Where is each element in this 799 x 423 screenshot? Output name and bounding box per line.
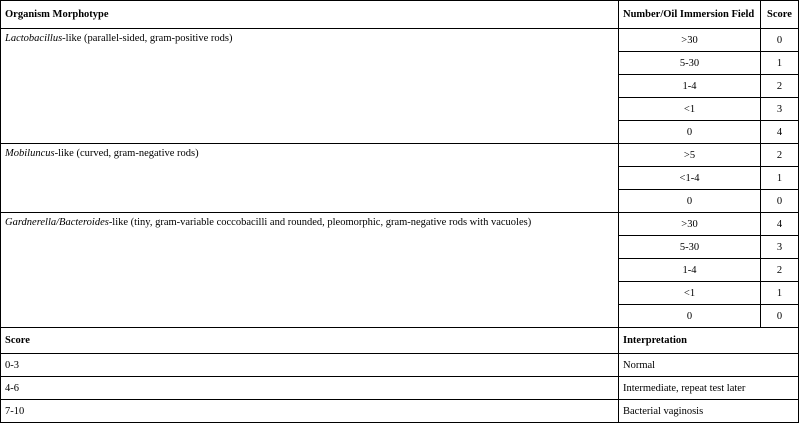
organism-name: Mobiluncus — [5, 148, 55, 159]
score-cell: 1 — [761, 282, 799, 305]
interp-score-header: Score — [1, 328, 619, 354]
score-cell: 2 — [761, 259, 799, 282]
interp-header: Interpretation — [619, 328, 799, 354]
score-cell: 1 — [761, 52, 799, 75]
number-cell: >30 — [619, 29, 761, 52]
score-cell: 2 — [761, 144, 799, 167]
score-cell: 0 — [761, 190, 799, 213]
organism-description: -like (parallel-sided, gram-positive rods) — [62, 33, 233, 44]
number-cell: <1 — [619, 98, 761, 121]
number-cell: 0 — [619, 190, 761, 213]
organism-description: -like (curved, gram-negative rods) — [54, 148, 199, 159]
number-header: Number/Oil Immersion Field — [619, 1, 761, 29]
interpretation-row — [1, 400, 799, 423]
organism-name: Gardnerella/Bacteroides — [5, 217, 109, 228]
table-row — [1, 144, 799, 167]
number-cell: >5 — [619, 144, 761, 167]
score-cell: 0 — [761, 29, 799, 52]
morphotype-header: Organism Morphotype — [1, 1, 619, 29]
interp-label-cell: Normal — [619, 354, 799, 377]
table-row — [1, 29, 799, 52]
score-header: Score — [761, 1, 799, 29]
interp-score-cell: 7-10 — [1, 400, 619, 423]
morphotype-cell-mobiluncus — [1, 144, 619, 213]
score-cell: 2 — [761, 75, 799, 98]
score-cell: 3 — [761, 236, 799, 259]
interpretation-header-row — [1, 328, 799, 354]
number-cell: 0 — [619, 121, 761, 144]
score-cell: 0 — [761, 305, 799, 328]
number-cell: <1 — [619, 282, 761, 305]
score-cell: 3 — [761, 98, 799, 121]
interp-label-cell: Bacterial vaginosis — [619, 400, 799, 423]
interp-score-cell: 0-3 — [1, 354, 619, 377]
organism-description: -like (tiny, gram-variable coccobacilli and rounded, pleomorphic, gram-negative rods with vacuoles) — [108, 217, 532, 228]
number-cell: 1-4 — [619, 259, 761, 282]
header-row — [1, 1, 799, 29]
interp-label-cell: Intermediate, repeat test later — [619, 377, 799, 400]
number-cell: 5-30 — [619, 52, 761, 75]
number-cell: >30 — [619, 213, 761, 236]
organism-name: Lactobacillus — [5, 33, 63, 44]
score-cell: 1 — [761, 167, 799, 190]
number-cell: 1-4 — [619, 75, 761, 98]
number-cell: <1-4 — [619, 167, 761, 190]
morphotype-cell-gardnerella — [1, 213, 619, 328]
morphotype-cell-lactobacillus — [1, 29, 619, 144]
score-cell: 4 — [761, 213, 799, 236]
interpretation-row — [1, 377, 799, 400]
number-cell: 0 — [619, 305, 761, 328]
interpretation-row — [1, 354, 799, 377]
score-cell: 4 — [761, 121, 799, 144]
table-row — [1, 213, 799, 236]
interp-score-cell: 4-6 — [1, 377, 619, 400]
number-cell: 5-30 — [619, 236, 761, 259]
